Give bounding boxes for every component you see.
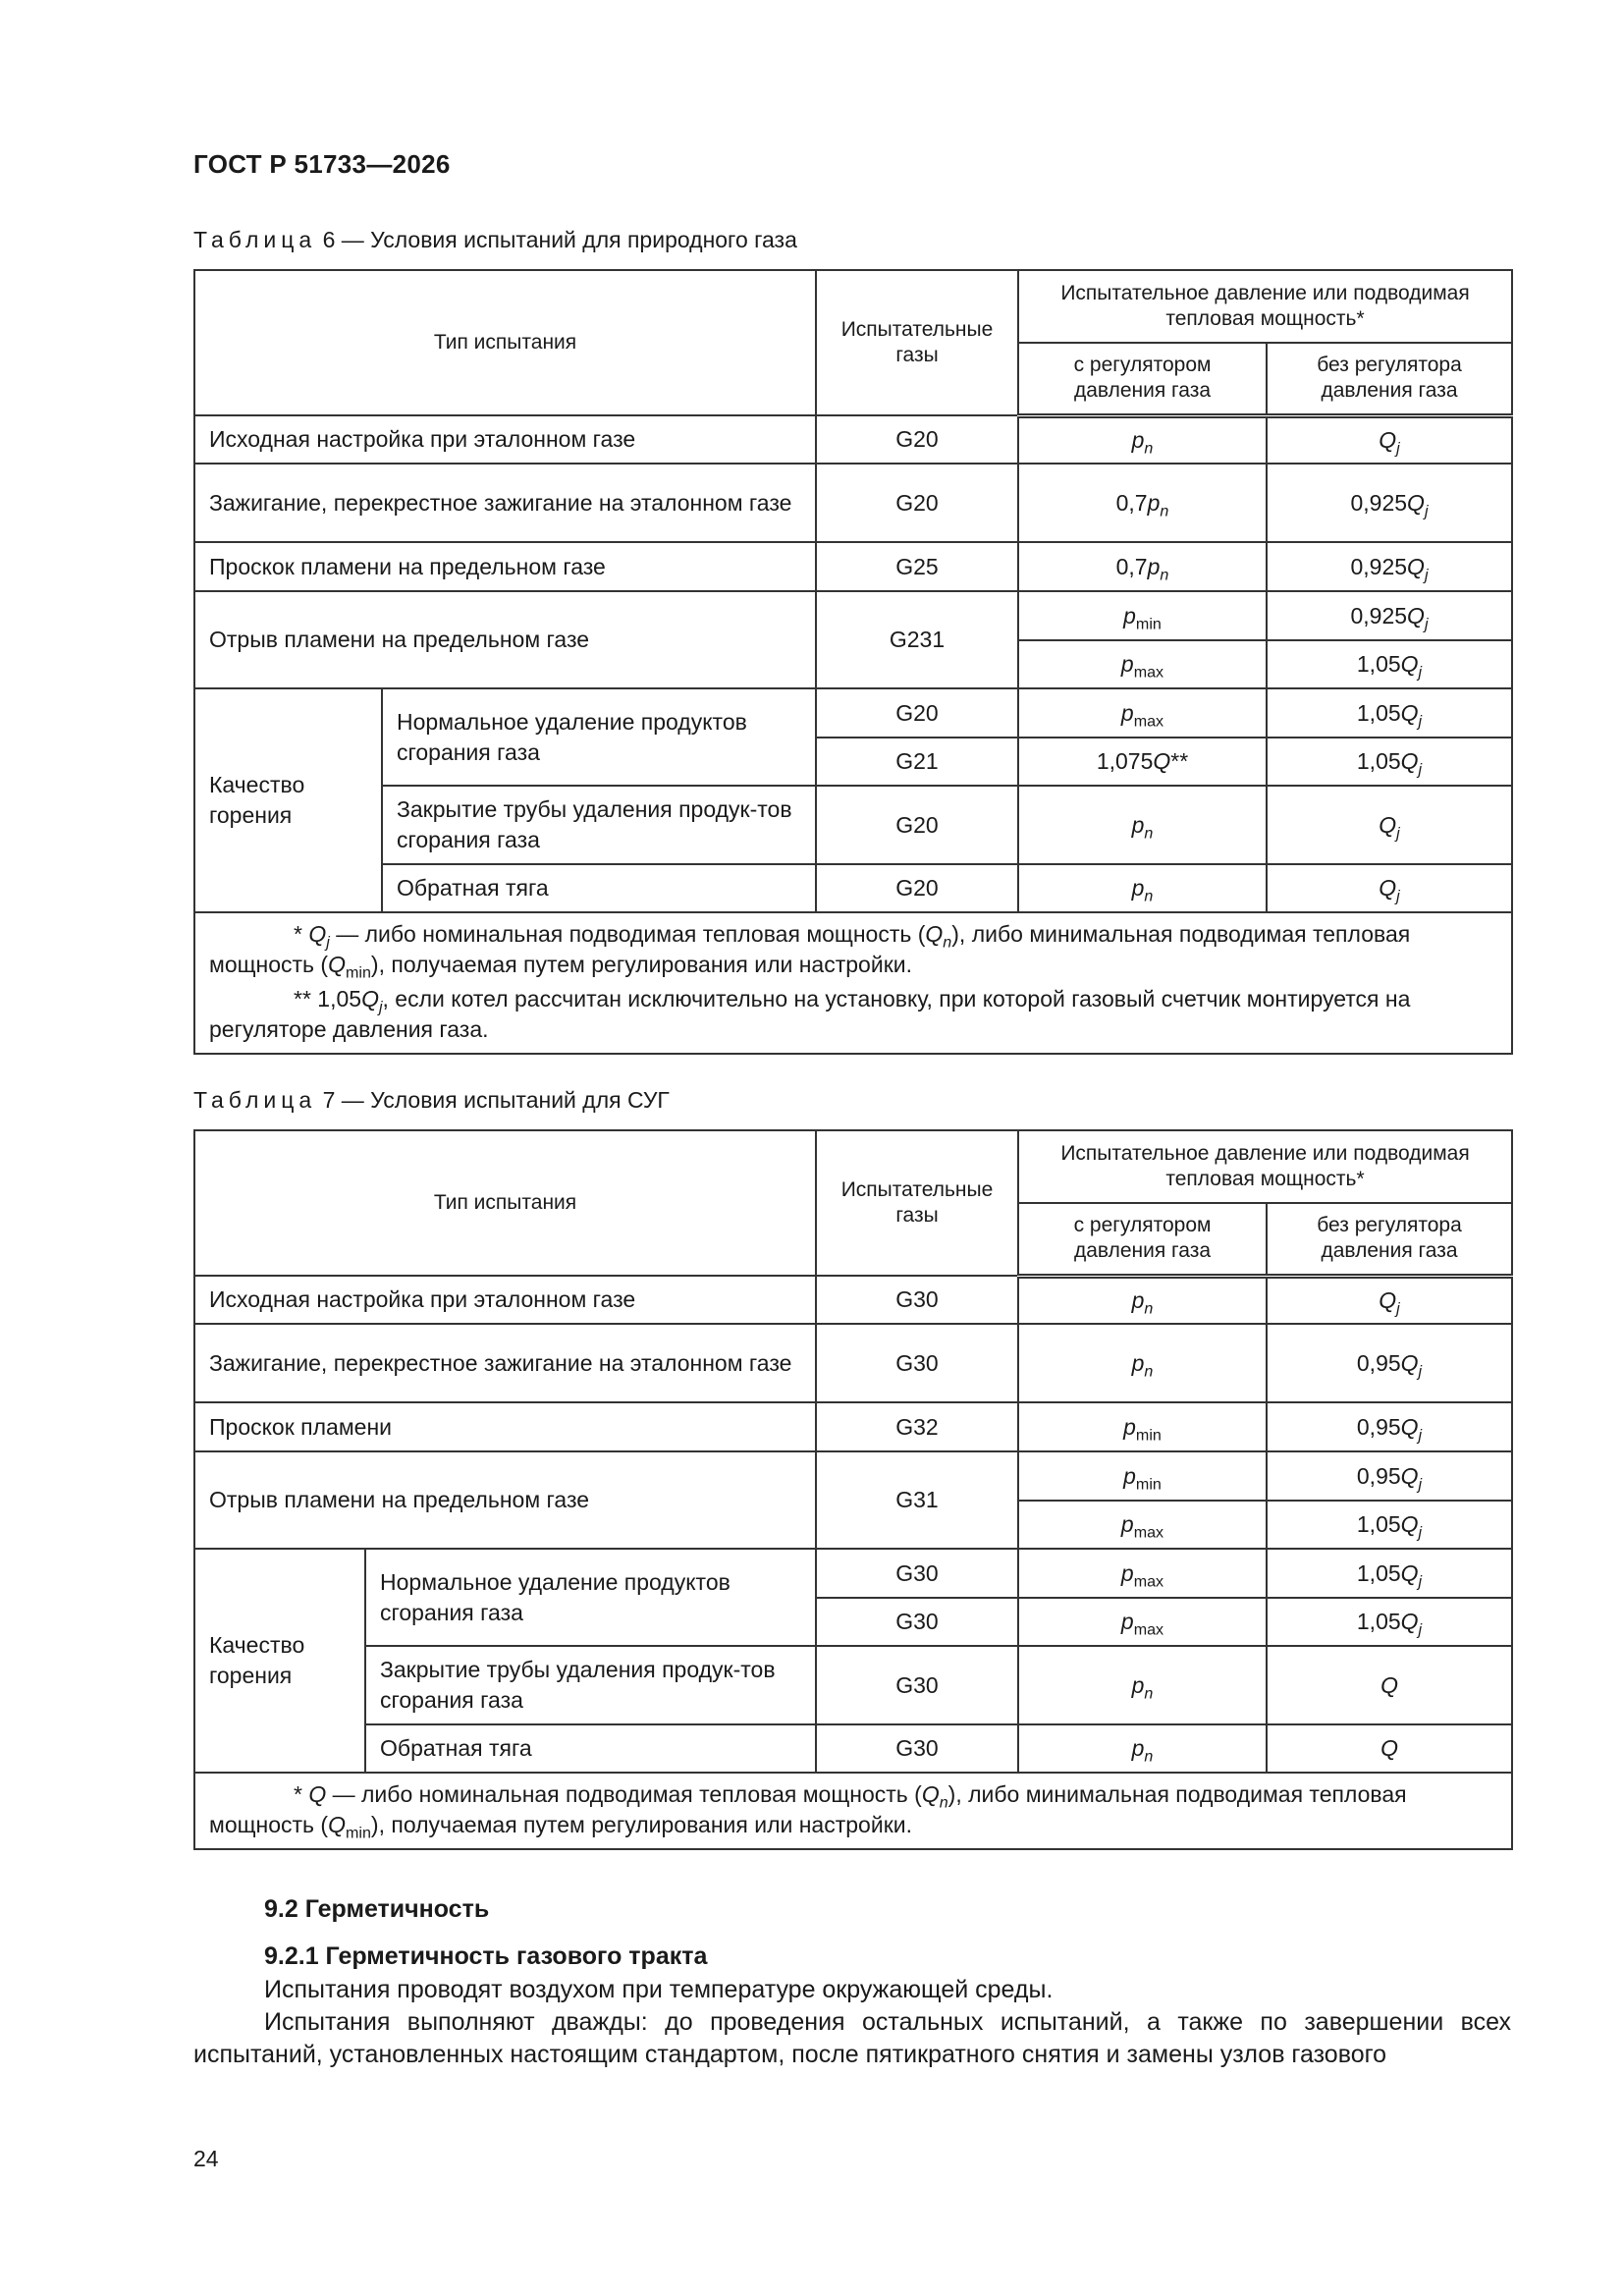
cell-with-regulator: $p_{min}$	[1018, 1451, 1267, 1501]
cell-gas: G30	[816, 1549, 1018, 1598]
table-row	[194, 542, 1512, 591]
cell-with-regulator: 1,075Q**	[1018, 738, 1267, 786]
cell-gas: G30	[816, 1646, 1018, 1724]
cell-gas: G31	[816, 1451, 1018, 1549]
cell-gas: G20	[816, 415, 1018, 464]
cell-test-type: Проскок пламени	[194, 1402, 816, 1451]
cell-test-type: Отрыв пламени на предельном газе	[194, 591, 816, 688]
section-heading-9-2: 9.2 Герметичность	[264, 1895, 490, 1923]
cell-without-regulator: Q	[1267, 1724, 1512, 1773]
cell-test-type: Отрыв пламени на предельном газе	[194, 1451, 816, 1549]
table7	[193, 1129, 1513, 1850]
cell-gas: G20	[816, 464, 1018, 542]
cell-gas: G30	[816, 1724, 1018, 1773]
document-id: ГОСТ Р 51733—2026	[193, 149, 451, 179]
cell-without-regulator: $1,05Q_j$	[1267, 1501, 1512, 1549]
table-row	[194, 1724, 1512, 1773]
cell-gas: G30	[816, 1276, 1018, 1324]
cell-test-type: Зажигание, перекрестное зажигание на эталонном газе	[194, 464, 816, 542]
cell-with-regulator: $p_{max}$	[1018, 1598, 1267, 1646]
header-test-type: Тип испытания	[194, 1130, 816, 1276]
table6	[193, 269, 1513, 1055]
table-row	[194, 415, 1512, 464]
table-notes-row	[194, 912, 1512, 1054]
cell-without-regulator: $Q_j$	[1267, 1276, 1512, 1324]
cell-gas: G20	[816, 864, 1018, 912]
header-test-type: Тип испытания	[194, 270, 816, 415]
table-row	[194, 864, 1512, 912]
cell-with-regulator: $0,7p_n$	[1018, 464, 1267, 542]
cell-without-regulator: $0,925Q_j$	[1267, 542, 1512, 591]
cell-with-regulator: $p_{max}$	[1018, 1549, 1267, 1598]
table-row	[194, 1324, 1512, 1402]
cell-with-regulator: $p_{min}$	[1018, 1402, 1267, 1451]
cell-gas: G20	[816, 786, 1018, 864]
header-pressure: Испытательное давление или подводимая тепловая мощность*	[1018, 1130, 1512, 1203]
cell-test-type: Исходная настройка при эталонном газе	[194, 1276, 816, 1324]
cell-with-regulator: $p_n$	[1018, 864, 1267, 912]
cell-with-regulator: $p_n$	[1018, 415, 1267, 464]
cell-without-regulator: $1,05Q_j$	[1267, 1598, 1512, 1646]
cell-without-regulator: $1,05Q_j$	[1267, 688, 1512, 738]
table-row	[194, 786, 1512, 864]
cell-without-regulator: $0,925Q_j$	[1267, 464, 1512, 542]
cell-test-type: Закрытие трубы удаления продук-тов сгорания газа	[365, 1646, 816, 1724]
cell-test-type: Зажигание, перекрестное зажигание на эталонном газе	[194, 1324, 816, 1402]
cell-gas: G21	[816, 738, 1018, 786]
header-test-gases: Испытательные газы	[816, 270, 1018, 415]
cell-without-regulator: $1,05Q_j$	[1267, 738, 1512, 786]
note-1: * Q — либо номинальная подводимая тепловая мощность $(Q_n)$, либо минимальная подводимая тепловая мощность $(Q_{min})$, получаемая путем регулирования или настройки.	[209, 1781, 1407, 1842]
cell-test-type: Обратная тяга	[382, 864, 816, 912]
table-row	[194, 1646, 1512, 1724]
cell-gas: G25	[816, 542, 1018, 591]
header-pressure: Испытательное давление или подводимая тепловая мощность*	[1018, 270, 1512, 343]
table-row	[194, 1276, 1512, 1324]
paragraph: Испытания выполняют дважды: до проведения остальных испытаний, а также по завершении всех испытаний, установленных настоящим стандартом, после пятикратного снятия и замены узлов газового	[193, 2008, 1511, 2068]
cell-without-regulator: $Q_j$	[1267, 864, 1512, 912]
cell-with-regulator: $p_n$	[1018, 1276, 1267, 1324]
table-row	[194, 464, 1512, 542]
cell-gas: G20	[816, 688, 1018, 738]
cell-gas: G30	[816, 1324, 1018, 1402]
cell-quality-group: Качество горения	[194, 688, 382, 912]
note-1: * $Q_j$ — либо номинальная подводимая тепловая мощность $(Q_n)$, либо минимальная подводимая тепловая мощность $(Q_{min})$, получаемая путем регулирования или настройки.	[209, 921, 1411, 982]
paragraph: Испытания проводят воздухом при температуре окружающей среды.	[264, 1976, 1054, 2003]
header-without-regulator: без регулятора давления газа	[1267, 343, 1512, 415]
header-without-regulator: без регулятора давления газа	[1267, 1203, 1512, 1276]
cell-test-type: Проскок пламени на предельном газе	[194, 542, 816, 591]
cell-without-regulator: $Q_j$	[1267, 415, 1512, 464]
cell-quality-group: Качество горения	[194, 1549, 365, 1773]
cell-test-type: Нормальное удаление продуктов сгорания газа	[382, 688, 816, 786]
table6-notes	[194, 912, 1512, 1054]
cell-test-type: Нормальное удаление продуктов сгорания газа	[365, 1549, 816, 1646]
table7-notes	[194, 1773, 1512, 1849]
header-with-regulator: с регулятором давления газа	[1018, 343, 1267, 415]
cell-with-regulator: $p_n$	[1018, 1646, 1267, 1724]
cell-with-regulator: $p_{max}$	[1018, 688, 1267, 738]
table-row	[194, 1451, 1512, 1501]
cell-with-regulator: $p_n$	[1018, 1724, 1267, 1773]
cell-with-regulator: $p_{max}$	[1018, 1501, 1267, 1549]
cell-without-regulator: $1,05Q_j$	[1267, 1549, 1512, 1598]
cell-with-regulator: $p_{max}$	[1018, 640, 1267, 688]
cell-with-regulator: $p_n$	[1018, 1324, 1267, 1402]
section-heading-9-2-1: 9.2.1 Герметичность газового тракта	[264, 1942, 708, 1970]
table-notes-row	[194, 1773, 1512, 1849]
table6-caption: Таблица 6 — Условия испытаний для природного газа	[193, 227, 797, 252]
cell-gas: G30	[816, 1598, 1018, 1646]
cell-without-regulator: $Q_j$	[1267, 786, 1512, 864]
cell-without-regulator: $0,925Q_j$	[1267, 591, 1512, 640]
cell-gas: G32	[816, 1402, 1018, 1451]
cell-gas: G231	[816, 591, 1018, 688]
table-row	[194, 1402, 1512, 1451]
table7-caption: Таблица 7 — Условия испытаний для СУГ	[193, 1087, 670, 1113]
cell-without-regulator: $0,95Q_j$	[1267, 1402, 1512, 1451]
cell-test-type: Закрытие трубы удаления продук-тов сгорания газа	[382, 786, 816, 864]
cell-without-regulator: $0,95Q_j$	[1267, 1451, 1512, 1501]
body-text	[193, 1974, 1511, 2071]
cell-test-type: Обратная тяга	[365, 1724, 816, 1773]
cell-without-regulator: Q	[1267, 1646, 1512, 1724]
cell-with-regulator: $p_n$	[1018, 786, 1267, 864]
note-2: ** $1,05Q_j$, если котел рассчитан исключительно на установку, при которой газовый счетчик монтируется на регуляторе давления газа.	[209, 986, 1411, 1042]
cell-with-regulator: $0,7p_n$	[1018, 542, 1267, 591]
table-row	[194, 688, 1512, 738]
cell-without-regulator: $1,05Q_j$	[1267, 640, 1512, 688]
page-number: 24	[193, 2146, 219, 2171]
header-with-regulator: с регулятором давления газа	[1018, 1203, 1267, 1276]
header-test-gases: Испытательные газы	[816, 1130, 1018, 1276]
cell-with-regulator: $p_{min}$	[1018, 591, 1267, 640]
table-row	[194, 1549, 1512, 1598]
table-row	[194, 591, 1512, 640]
cell-without-regulator: $0,95Q_j$	[1267, 1324, 1512, 1402]
cell-test-type: Исходная настройка при эталонном газе	[194, 415, 816, 464]
